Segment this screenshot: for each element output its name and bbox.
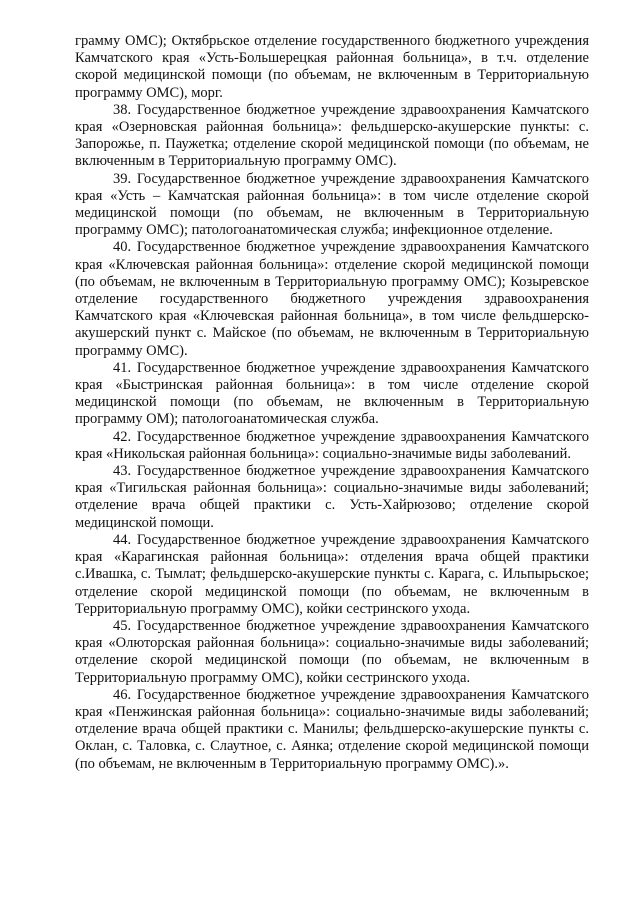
paragraph-item-40: 40. Государственное бюджетное учреждение здравоохранения Камчатского края «Ключевская районная больница»: отделение скорой медицинской помощи (по объемам, не включенным в Территориальную программу ОМС); Козыревское отделение государственного бюджетного учреждения здравоохранения Камчатского края «Ключевская районная больница», в том числе фельдшерско-акушерский пункт с. Майское (по объемам, не включенным в Территориальную программу ОМС). xyxy=(75,239,589,359)
paragraph-item-41: 41. Государственное бюджетное учреждение здравоохранения Камчатского края «Быстринская районная больница»: в том числе отделение скорой медицинской помощи (по объемам, не включенным в Территориальную программу ОМ); патологоанатомическая служба. xyxy=(75,359,589,428)
paragraph-continuation: грамму ОМС); Октябрьское отделение государственного бюджетного учреждения Камчатского края «Усть-Большерецкая районная больница», в т.ч. отделение скорой медицинской помощи (по объемам, не включенным в Территориальную программу ОМС), морг. xyxy=(75,33,589,101)
paragraph-item-46: 46. Государственное бюджетное учреждение здравоохранения Камчатского края «Пенжинская районная больница»: социально-значимые виды заболеваний; отделение врача общей практики с. Манилы; фельдшерско-акушерские пункты с. Оклан, с. Таловка, с. Слаутное, с. Аянка; отделение скорой медицинской помощи (по объемам, не включенным в Территориальную программу ОМС).». xyxy=(75,686,589,772)
paragraph-item-45: 45. Государственное бюджетное учреждение здравоохранения Камчатского края «Олюторская районная больница»: социально-значимые виды заболеваний; отделение скорой медицинской помощи (по объемам, не включенным в Территориальную программу ОМС), койки сестринского ухода. xyxy=(75,617,589,686)
paragraph-item-42: 42. Государственное бюджетное учреждение здравоохранения Камчатского края «Никольская районная больница»: социально-значимые виды заболеваний. xyxy=(75,428,589,462)
paragraph-item-43: 43. Государственное бюджетное учреждение здравоохранения Камчатского края «Тигильская районная больница»: социально-значимые виды заболеваний; отделение врача общей практики с. Усть-Хайрюзово; отделение скорой медицинской помощи. xyxy=(75,463,589,531)
paragraph-item-38: 38. Государственное бюджетное учреждение здравоохранения Камчатского края «Озерновская районная больница»: фельдшерско-акушерские пункты: с. Запорожье, п. Паужетка; отделение скорой медицинской помощи (по объемам, не включенным в Территориальную программу ОМС). xyxy=(75,101,589,170)
document-page xyxy=(75,33,589,773)
paragraph-item-39: 39. Государственное бюджетное учреждение здравоохранения Камчатского края «Усть – Камчатская районная больница»: в том числе отделение скорой медицинской помощи (по объемам, не включенным в Территориальную программу ОМС); патологоанатомическая служба; инфекционное отделение. xyxy=(75,170,589,239)
paragraph-item-44: 44. Государственное бюджетное учреждение здравоохранения Камчатского края «Карагинская районная больница»: отделения врача общей практики с.Ивашка, с. Тымлат; фельдшерско-акушерские пункты с. Карага, с. Ильпырьское; отделение скорой медицинской помощи (по объемам, не включенным в Территориальную программу ОМС), койки сестринского ухода. xyxy=(75,531,589,617)
